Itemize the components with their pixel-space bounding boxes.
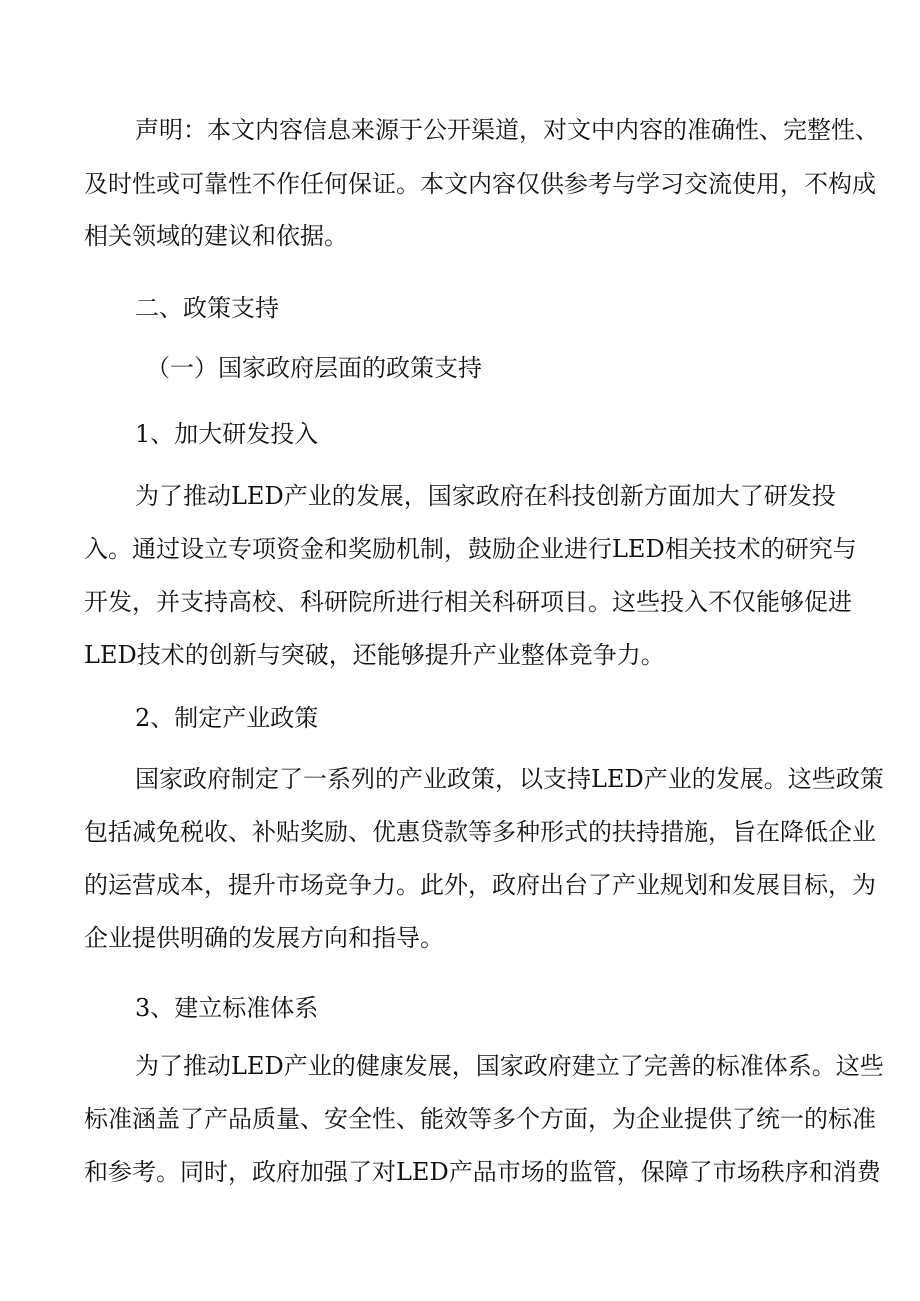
item-1-line-4: LED技术的创新与突破，还能够提升产业整体竞争力。	[84, 641, 665, 669]
subsection-heading: （一）国家政府层面的政策支持	[146, 354, 482, 382]
disclaimer-line-3: 相关领域的建议和依据。	[84, 222, 348, 250]
item-1-line-1: 为了推动LED产业的发展，国家政府在科技创新方面加大了研发投	[135, 482, 836, 510]
item-3-line-2: 标准涵盖了产品质量、安全性、能效等多个方面，为企业提供了统一的标准	[84, 1105, 876, 1133]
item-3-heading: 3、建立标准体系	[135, 994, 319, 1022]
item-2-line-2: 包括减免税收、补贴奖励、优惠贷款等多种形式的扶持措施，旨在降低企业	[84, 818, 876, 846]
item-1-line-3: 开发，并支持高校、科研院所进行相关科研项目。这些投入不仅能够促进	[84, 588, 852, 616]
item-1-heading: 1、加大研发投入	[135, 420, 319, 448]
item-3-line-1: 为了推动LED产业的健康发展，国家政府建立了完善的标准体系。这些	[135, 1052, 884, 1080]
item-3-line-3: 和参考。同时，政府加强了对LED产品市场的监管，保障了市场秩序和消费	[84, 1158, 881, 1186]
item-2-line-1: 国家政府制定了一系列的产业政策，以支持LED产业的发展。这些政策	[135, 765, 884, 793]
disclaimer-line-1: 声明：本文内容信息来源于公开渠道，对文中内容的准确性、完整性、	[135, 116, 879, 144]
item-2-heading: 2、制定产业政策	[135, 704, 319, 732]
item-1-line-2: 入。通过设立专项资金和奖励机制，鼓励企业进行LED相关技术的研究与	[84, 535, 857, 563]
section-heading: 二、政策支持	[135, 294, 279, 322]
item-2-line-3: 的运营成本，提升市场竞争力。此外，政府出台了产业规划和发展目标，为	[84, 871, 876, 899]
item-2-line-4: 企业提供明确的发展方向和指导。	[84, 924, 444, 952]
disclaimer-line-2: 及时性或可靠性不作任何保证。本文内容仅供参考与学习交流使用，不构成	[84, 170, 876, 198]
